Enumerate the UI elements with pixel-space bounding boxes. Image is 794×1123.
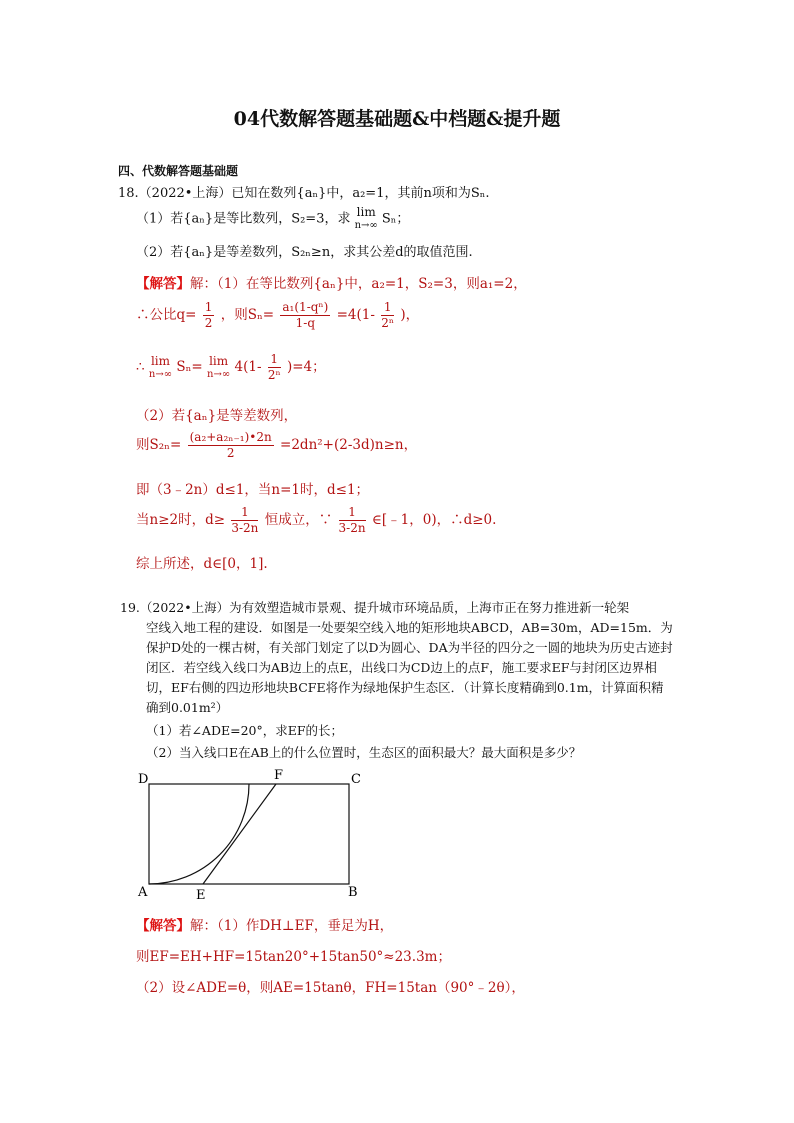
q19-stem-first-line: 19.（2022•上海）为有效塑造城市景观、提升城市环境品质，上海市正在努力推进新一轮架 [120, 600, 630, 615]
fraction-numerator: 1 [204, 300, 213, 314]
answer-text: ∴ [136, 359, 145, 375]
fraction-denominator: 3-2n [231, 521, 259, 535]
answer-text: ，则Sₙ= [220, 307, 275, 323]
section-heading: 四、代数解答题基础题 [118, 164, 239, 178]
answer-text: ∴公比q= [136, 307, 197, 323]
fraction-denominator: 2 [204, 316, 213, 330]
q18-answer-line8: 综上所述，d∈[0，1]. [136, 556, 268, 572]
answer-tag: 【解答】 [136, 276, 190, 292]
label-c: C [351, 772, 361, 787]
quarter-circle-arc [149, 784, 249, 884]
q18-stem: 18.（2022•上海）已知在数列{aₙ}中，a₂=1，其前n项和为Sₙ. [118, 186, 490, 201]
q19-stem [120, 598, 675, 718]
limit-expression [149, 355, 172, 381]
answer-text: 当n≥2时，d≥ [136, 512, 226, 528]
label-f: F [274, 768, 284, 783]
q18-answer-line7 [136, 505, 496, 536]
label-d: D [138, 772, 149, 787]
q19-answer-line3: （2）设∠ADE=θ，则AE=15tanθ，FH=15tan（90°﹣2θ）， [136, 980, 525, 996]
answer-text: 恒成立，∵ [264, 512, 333, 528]
q18-answer-line1 [136, 272, 527, 292]
limit-subscript: n→∞ [207, 368, 231, 380]
answer-text: =4(1- [336, 307, 375, 323]
rectangle-figure [130, 764, 370, 904]
label-b: B [348, 885, 358, 900]
answer-text: 则S₂ₙ= [136, 437, 182, 453]
label-e: E [196, 888, 206, 903]
q19-part2: （2）当入线口E在AB上的什么位置时，生态区的面积最大？最大面积是多少？ [146, 745, 582, 760]
limit-subscript: n→∞ [148, 368, 173, 380]
answer-text: =2dn²+(2-3d)n≥n， [280, 437, 418, 453]
answer-text: ∈[﹣1，0)，∴d≥0. [371, 512, 497, 528]
fraction-s2n [188, 430, 274, 461]
q19-answer-line1 [136, 914, 393, 934]
limit-symbol: lim [150, 353, 170, 368]
q18-part2: （2）若{aₙ}是等差数列，S₂ₙ≥n，求其公差d的取值范围. [136, 245, 473, 260]
limit-symbol: lim [356, 205, 376, 219]
limit-symbol: lim [209, 353, 229, 368]
q18-answer-line3 [136, 352, 326, 383]
answer-text: 解：（1）在等比数列{aₙ}中，a₂=1，S₂=3，则a₁=2， [190, 276, 527, 292]
q18-answer-line4: （2）若{aₙ}是等差数列， [136, 408, 298, 424]
q19-answer-line2: 则EF=EH+HF=15tan20°+15tan50°≈23.3m； [136, 949, 451, 965]
fraction-numerator: 1 [339, 505, 366, 521]
fraction-2n [268, 352, 281, 383]
answer-text: )， [400, 307, 420, 323]
page-title: 04代数解答题基础题&中档题&提升题 [233, 108, 561, 130]
fraction-denominator: 3-2n [338, 521, 366, 535]
q18-part1-tail: Sₙ； [381, 211, 410, 227]
answer-tag: 【解答】 [136, 918, 190, 934]
q18-answer-line2 [136, 300, 419, 331]
answer-text: )=4； [286, 359, 326, 375]
limit-expression [207, 355, 230, 381]
fraction-numerator: a₁(1-qⁿ) [282, 300, 329, 314]
fraction-sn [280, 300, 330, 331]
limit-subscript: n→∞ [354, 220, 378, 231]
q18-part1-text: （1）若{aₙ}是等比数列，S₂=3，求 [136, 211, 351, 227]
fraction-numerator: 1 [381, 300, 394, 316]
q19-stem-rest: 空线入地工程的建设．如图是一处要架空线入地的矩形地块ABCD，AB=30m，AD=15m．为保护D处的一棵古树，有关部门划定了以D为圆心、DA为半径的四分之一圆的地块为历史古迹封闭区．若空线入线口为AB边上的点E，出线口为CD边上的点F，施工要求EF与封闭区边界相切，EF右侧的四边形地块BCFE将作为绿地保护生态区．（计算长度精确到0.1m，计算面积精确到0.01m²） [146, 620, 673, 715]
answer-text: 4(1- [234, 359, 262, 375]
fraction-numerator: 1 [268, 352, 281, 368]
fraction-numerator: (a₂+a₂ₙ₋₁)•2n [189, 430, 272, 444]
fraction-q [203, 300, 215, 331]
fraction-denominator: 2 [226, 446, 235, 460]
label-a: A [138, 885, 148, 900]
q18-answer-line5 [136, 430, 417, 461]
q18-part1-limit [355, 206, 378, 232]
fraction-32n [231, 505, 258, 536]
answer-text: 解：（1）作DH⊥EF，垂足为H， [190, 918, 394, 934]
fraction-denominator: 1-q [295, 316, 316, 330]
fraction-32n [339, 505, 366, 536]
fraction-2n [381, 300, 394, 331]
fraction-denominator: 2ⁿ [267, 368, 281, 382]
fraction-numerator: 1 [231, 505, 258, 521]
fraction-denominator: 2ⁿ [381, 316, 395, 330]
q19-part1: （1）若∠ADE=20°，求EF的长； [146, 723, 344, 738]
q18-part1 [136, 206, 409, 232]
answer-text: Sₙ= [176, 359, 203, 375]
line-ef [203, 784, 276, 884]
q18-answer-line6: 即（3﹣2n）d≤1，当n=1时，d≤1； [136, 482, 370, 498]
rectangle-abcd [149, 784, 349, 884]
